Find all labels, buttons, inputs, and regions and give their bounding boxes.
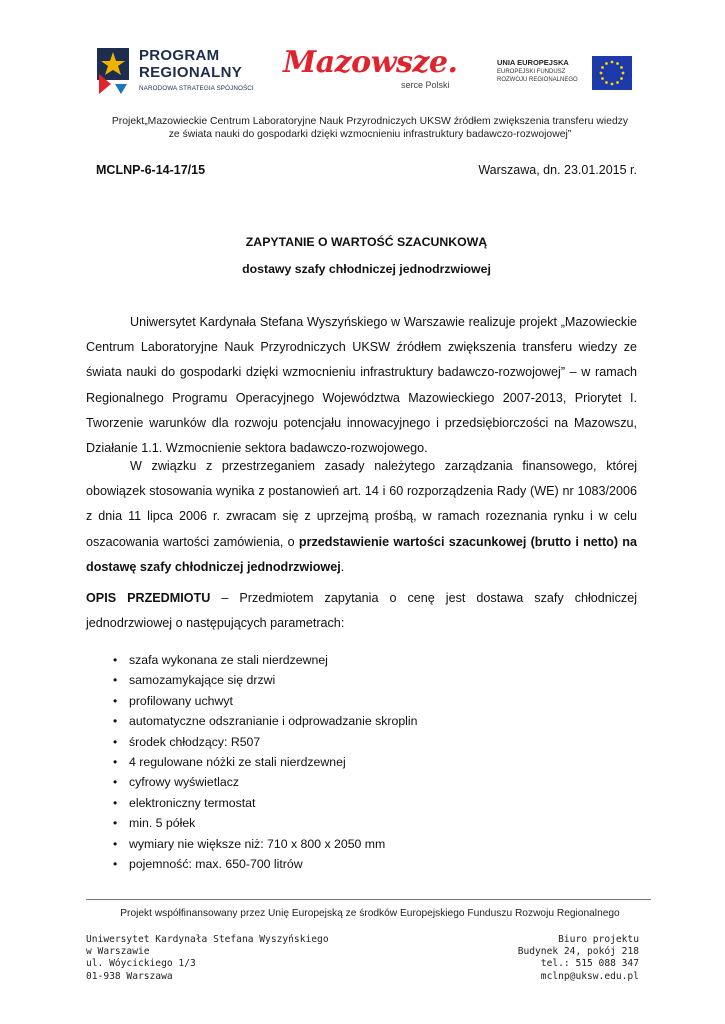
list-item — [113, 670, 417, 690]
program-regionalny-emblem-icon — [93, 44, 133, 96]
eu-flag-icon — [592, 56, 632, 90]
bullet-icon: • — [113, 754, 118, 769]
bullet-icon: • — [113, 856, 118, 871]
list-item — [113, 834, 417, 854]
project-header-line2: ze świata nauki do gospodarki dzięki wzmocnieniu infrastruktury badawczo-rozwojowej” — [168, 129, 572, 140]
paragraph-request-text: W związku z przestrzeganiem zasady należytego zarządzania finansowego, której obowiązek stosowania wynika z postanowień art. 14 i 60 rozporządzenia Rady (WE) nr 1083/2006 z dnia 11 lipca 2006 r. zwracam się z uprzejmą prośbą, w ramach rozeznania rynku i w celu oszacowania wartości zamówienia, o — [86, 459, 637, 549]
bullet-icon: • — [113, 693, 118, 708]
eu-logo-line1: UNIA EUROPEJSKA — [497, 58, 569, 67]
mazowsze-tagline: serce Polski — [401, 80, 450, 90]
document-subtitle: dostawy szafy chłodniczej jednodrzwiowej — [242, 262, 491, 276]
eu-logo — [497, 56, 633, 92]
list-item-text: min. 5 półek — [129, 816, 196, 831]
program-logo-line1: PROGRAM — [139, 47, 220, 64]
footer-left-line: ul. Wóycickiego 1/3 — [86, 958, 196, 970]
bullet-icon: • — [113, 673, 118, 688]
list-item — [113, 650, 417, 670]
paragraph-request-end: . — [340, 559, 345, 574]
paragraph-request — [86, 454, 637, 580]
list-item — [113, 711, 417, 731]
list-item-text: środek chłodzący: R507 — [129, 734, 261, 749]
mazowsze-wordmark: Mazowsze. — [283, 45, 458, 80]
bullet-icon: • — [113, 795, 118, 810]
list-item-text: samozamykające się drzwi — [129, 673, 276, 688]
eu-logo-line3: ROZWOJU REGIONALNEGO — [497, 77, 578, 83]
list-item-text: pojemność: max. 650-700 litrów — [129, 856, 303, 871]
paragraph-request-bold: przedstawienie wartości szacunkowej (brutto i netto) na dostawę szafy chłodniczej jednodrzwiowej — [86, 534, 637, 574]
program-regionalny-logo — [93, 42, 263, 100]
bullet-icon: • — [113, 836, 118, 851]
paragraph-description — [86, 586, 637, 636]
document-place-date: Warszawa, dn. 23.01.2015 r. — [478, 163, 637, 177]
bullet-icon: • — [113, 775, 118, 790]
list-item — [113, 793, 417, 813]
description-label: OPIS PRZEDMIOTU — [86, 591, 211, 605]
eu-logo-line2: EUROPEJSKI FUNDUSZ — [497, 69, 566, 75]
list-item-text: cyfrowy wyświetlacz — [129, 775, 240, 790]
list-item-text: wymiary nie większe niż: 710 x 800 x 2050 mm — [129, 836, 386, 851]
mazowsze-logo — [283, 46, 463, 96]
footer-left-line: 01-938 Warszawa — [86, 970, 173, 982]
bullet-icon: • — [113, 734, 118, 749]
footer-right-line: tel.: 515 088 347 — [540, 958, 639, 970]
paragraph-intro: Uniwersytet Kardynała Stefana Wyszyńskiego w Warszawie realizuje projekt „Mazowieckie Centrum Laboratoryjne Nauk Przyrodniczych UKSW źródłem zwiększenia transferu wiedzy ze świata nauki do gospodarki dzięki wzmocnieniu infrastruktury badawczo-rozwojowej” – w ramach Regionalnego Programu Operacyjnego Województwa Mazowieckiego 2007-2013, Priorytet I. Tworzenie warunków dla rozwoju potencjału innowacyjnego i przedsiębiorczości na Mazowszu, Działanie 1.1. Wzmocnienie sektora badawczo-rozwojowego. — [86, 315, 637, 456]
footer-right-line: Budynek 24, pokój 218 — [517, 946, 639, 958]
bullet-icon: • — [113, 653, 118, 667]
list-item-text: 4 regulowane nóżki ze stali nierdzewnej — [129, 754, 346, 769]
description-text: – Przedmiotem zapytania o cenę jest dostawa szafy chłodniczej jednodrzwiowej o następujących parametrach: — [86, 591, 637, 631]
list-item-text: automatyczne odszranianie i odprowadzanie skroplin — [129, 714, 418, 729]
parameter-list — [113, 650, 417, 874]
list-item — [113, 772, 417, 792]
document-number: MCLNP-6-14-17/15 — [96, 163, 206, 177]
footer-cofinancing-note: Projekt współfinansowany przez Unię Europejską ze środków Europejskiego Funduszu Rozwoju Regionalnego — [120, 908, 620, 919]
list-item — [113, 691, 417, 711]
bullet-icon: • — [113, 714, 118, 729]
list-item — [113, 752, 417, 772]
list-item — [113, 854, 417, 874]
program-logo-line2: REGIONALNY — [139, 64, 243, 81]
footer-divider — [86, 899, 651, 900]
footer-project-office — [420, 934, 639, 983]
project-header — [70, 115, 670, 141]
list-item-text: elektroniczny termostat — [129, 795, 256, 810]
bullet-icon: • — [113, 816, 118, 831]
list-item — [113, 813, 417, 833]
document-title: ZAPYTANIE O WARTOŚĆ SZACUNKOWĄ — [245, 235, 488, 249]
footer-left-line: w Warszawie — [86, 946, 150, 958]
program-logo-line3: NARODOWA STRATEGIA SPÓJNOŚCI — [139, 85, 254, 92]
list-item-text: szafa wykonana ze stali nierdzewnej — [129, 653, 328, 667]
footer-right-line: mclnp@uksw.edu.pl — [540, 970, 639, 982]
footer-university-address — [86, 934, 329, 983]
footer-left-line: Uniwersytet Kardynała Stefana Wyszyńskiego — [86, 934, 329, 945]
list-item — [113, 732, 417, 752]
project-header-line1: Projekt„Mazowieckie Centrum Laboratoryjne Nauk Przyrodniczych UKSW źródłem zwiększenia transferu wiedzy — [111, 116, 629, 127]
list-item-text: profilowany uchwyt — [129, 693, 233, 708]
footer-right-line: Biuro projektu — [558, 934, 639, 945]
